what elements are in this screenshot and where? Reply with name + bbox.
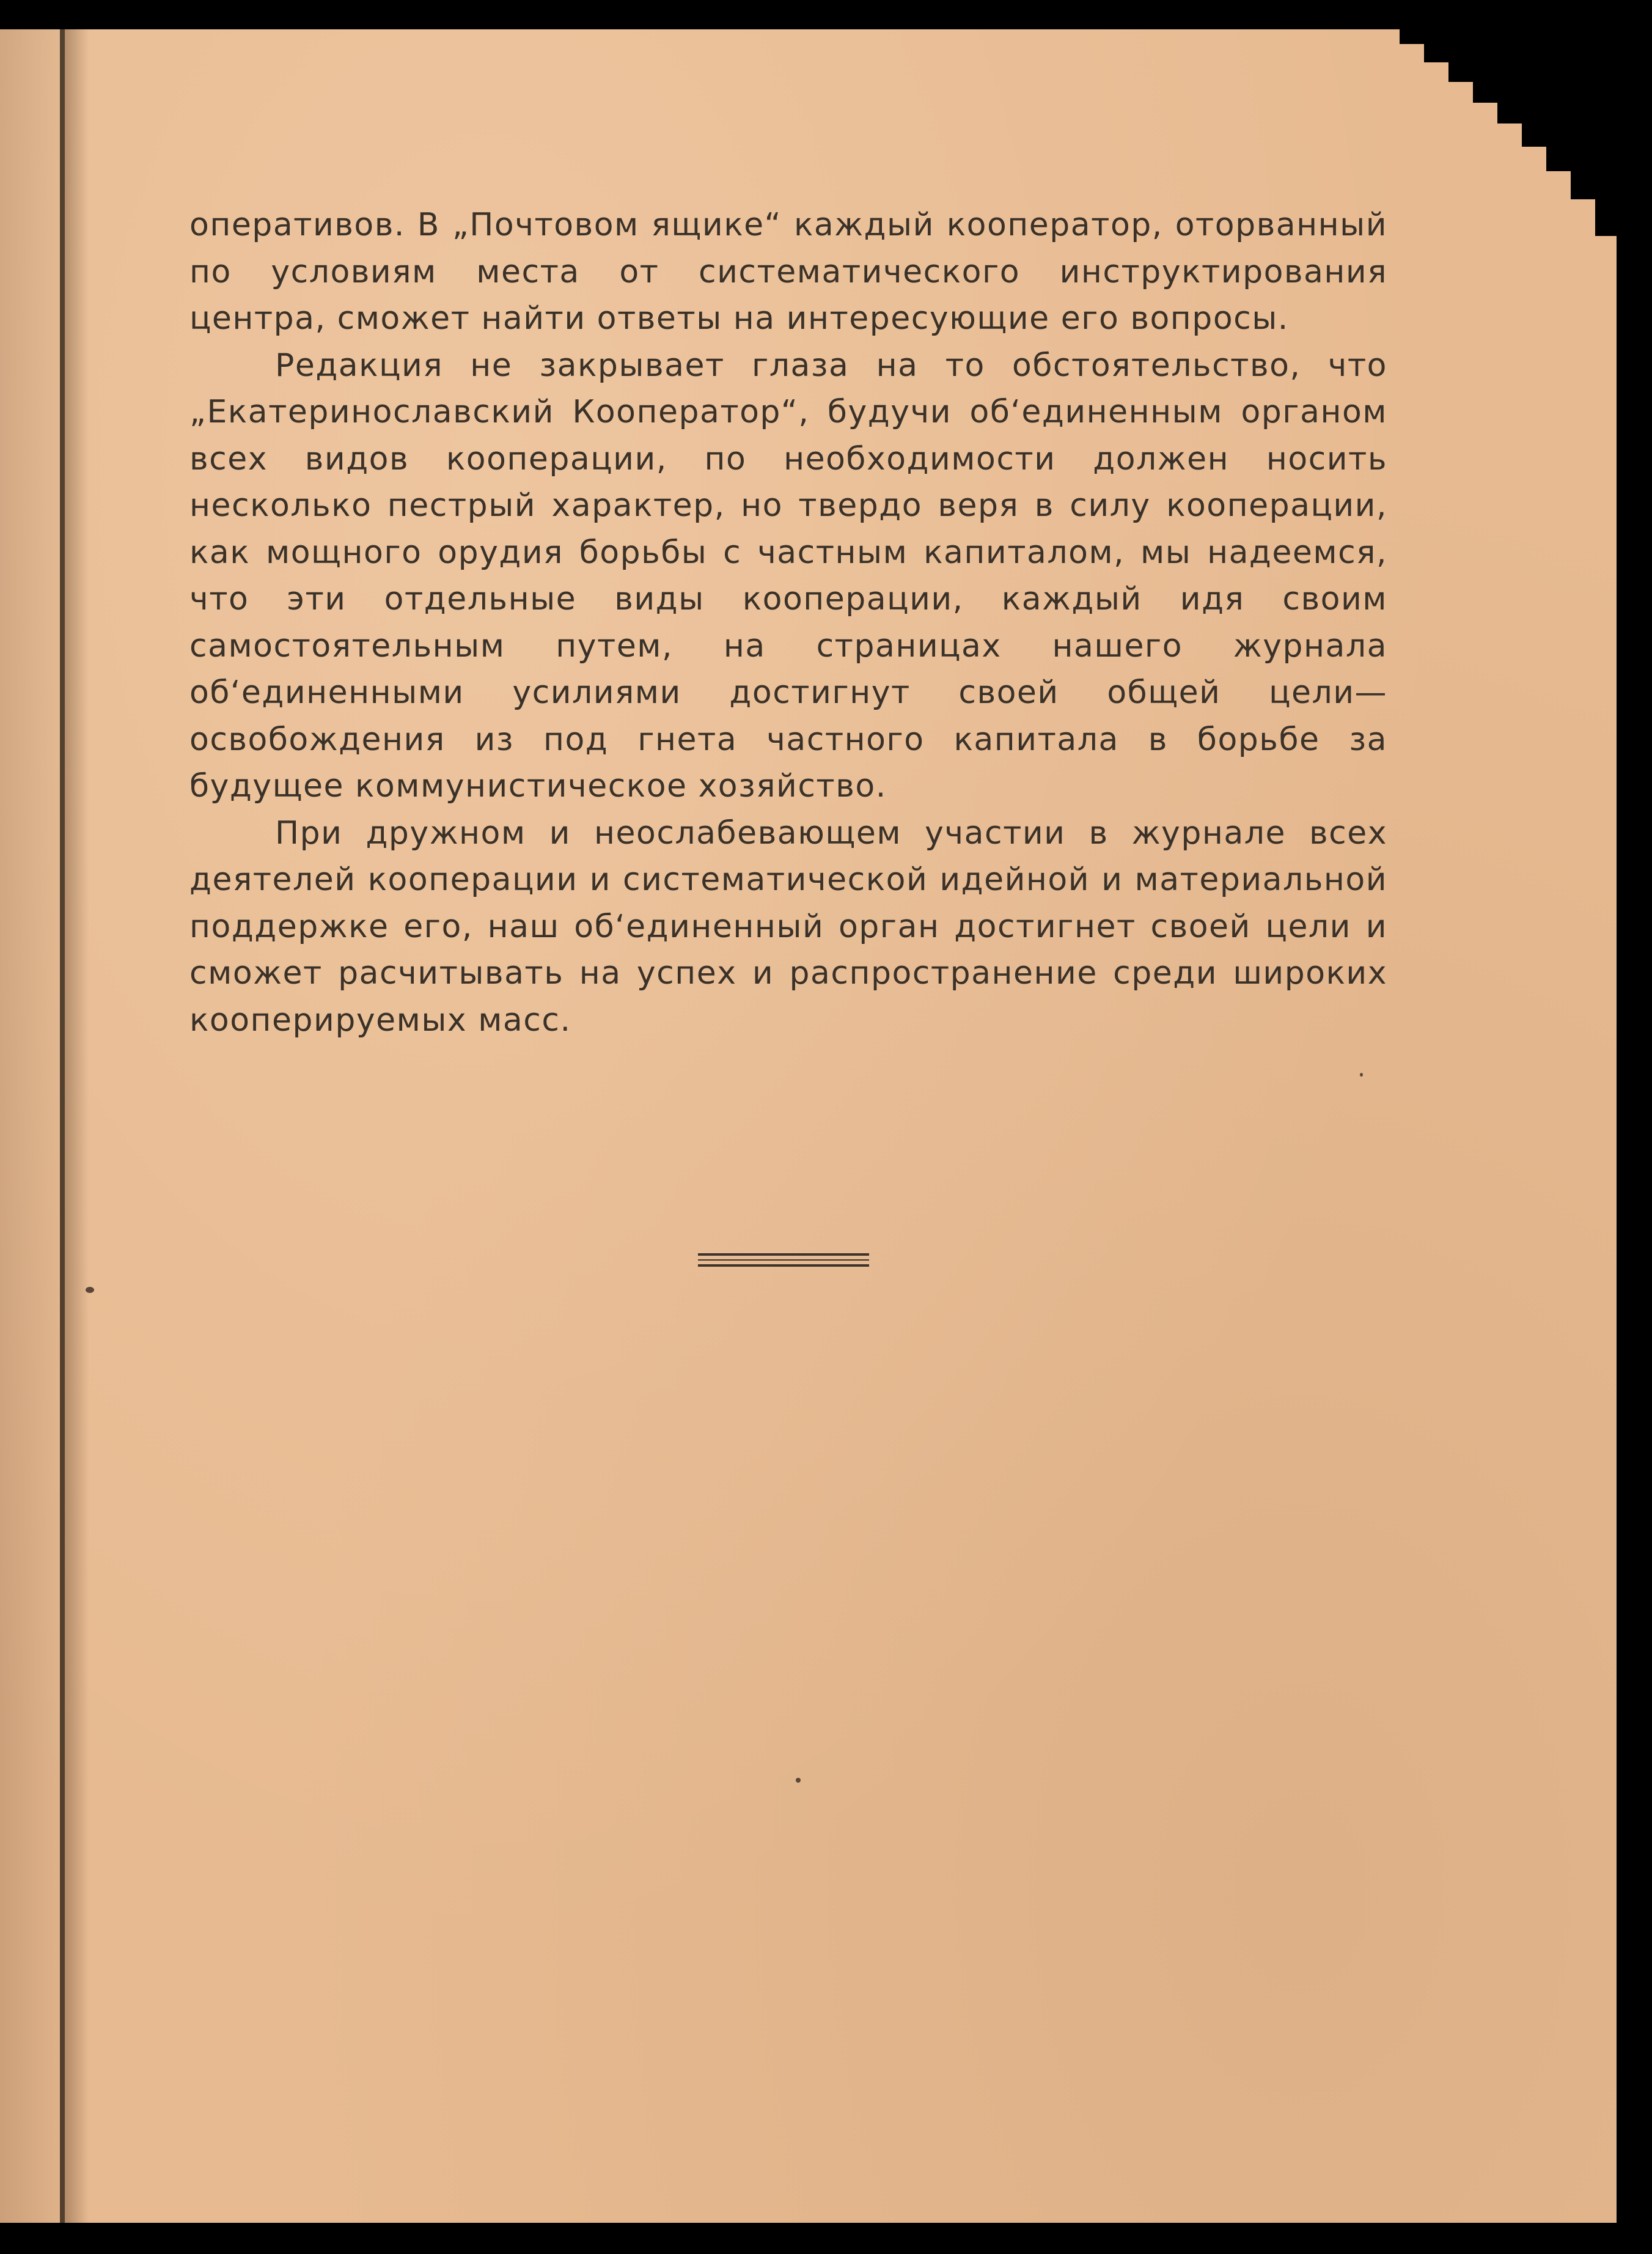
divider-line [698,1259,869,1261]
page-edge-step [1522,123,1652,147]
page-edge-step [1617,236,1652,2254]
paragraph-2: Редакция не закрывает глаза на то обстоятельство, что „Екатеринославский Кооператор“, будучи об‘единенным органом всех видов кооперации, по необходимости должен носить несколько пестрый характер, но твердо веря в силу кооперации, как мощного орудия борьбы с частным капиталом, мы надеемся, что эти отдельные виды кооперации, каждый идя своим самостоятельным путем, на страницах нашего журнала об‘единенными усилиями достигнут своей общей цели— освобождения из под гнета частного капитала в борьбе за будущее коммунистическое хозяйство. [189,347,1387,805]
page-edge-step [1546,147,1652,171]
body-text [189,202,1387,1044]
page-edge-step [1473,82,1652,103]
divider-line [698,1253,869,1256]
paper-speck [796,1778,801,1783]
binding-shadow [65,29,89,2223]
divider-line [698,1264,869,1267]
page-edge-step [1400,29,1652,44]
paper-speck [1360,1073,1363,1077]
page-edge-step [1595,199,1652,236]
paper-speck [86,1287,94,1293]
paragraph-1: оперативов. В „Почтовом ящике“ каждый кооператор, оторванный по условиям места от систематического инструктирования центра, сможет найти ответы на интересующие его вопросы. [189,207,1387,337]
paragraph-3: При дружном и неослабевающем участии в журнале всех деятелей кооперации и систематической идейной и материальной поддержке его, наш об‘единенный орган достигнет своей цели и сможет расчитывать на успех и распространение среди широких кооперируемых масс. [189,814,1387,1039]
section-divider [698,1253,869,1272]
page-edge-step [1497,103,1652,123]
page-edge-step [1448,62,1652,82]
page-edge-step [1571,171,1652,199]
binding-spine [60,29,65,2223]
page-edge-step [1424,44,1652,62]
